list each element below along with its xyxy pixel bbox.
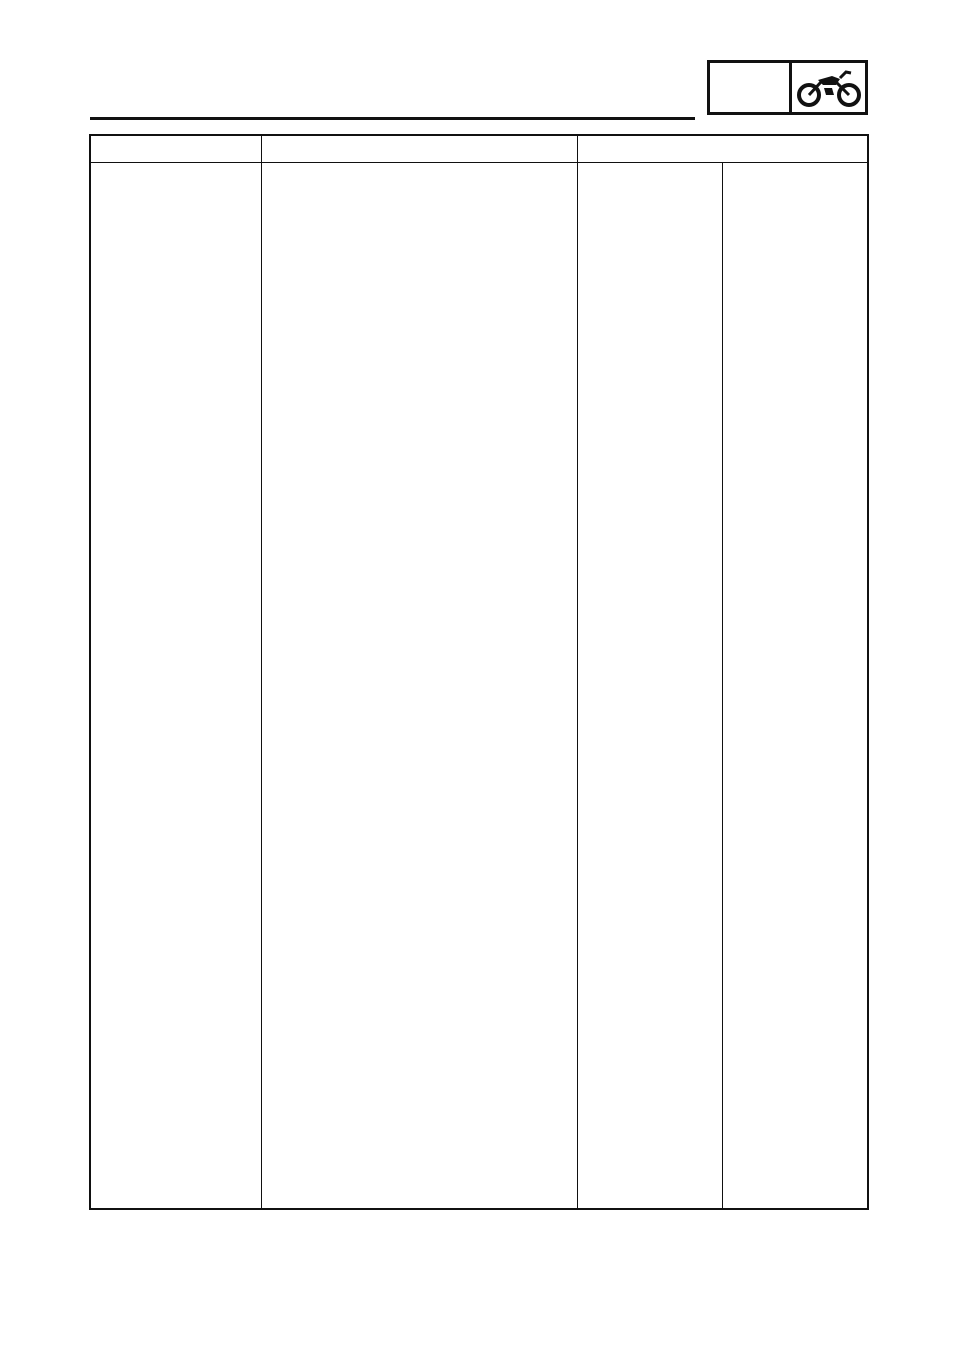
- special-tools-table: [89, 134, 869, 1210]
- column-divider: [577, 136, 578, 1208]
- column-header-name: [262, 136, 578, 162]
- motorcycle-icon: [789, 60, 868, 115]
- column-header-ref: [91, 136, 261, 162]
- section-badge: [707, 60, 789, 115]
- column-header-illustration: [578, 136, 867, 162]
- table-header: [91, 136, 867, 163]
- column-divider: [261, 136, 262, 1208]
- column-divider: [722, 163, 723, 1208]
- header-rule: [90, 117, 695, 120]
